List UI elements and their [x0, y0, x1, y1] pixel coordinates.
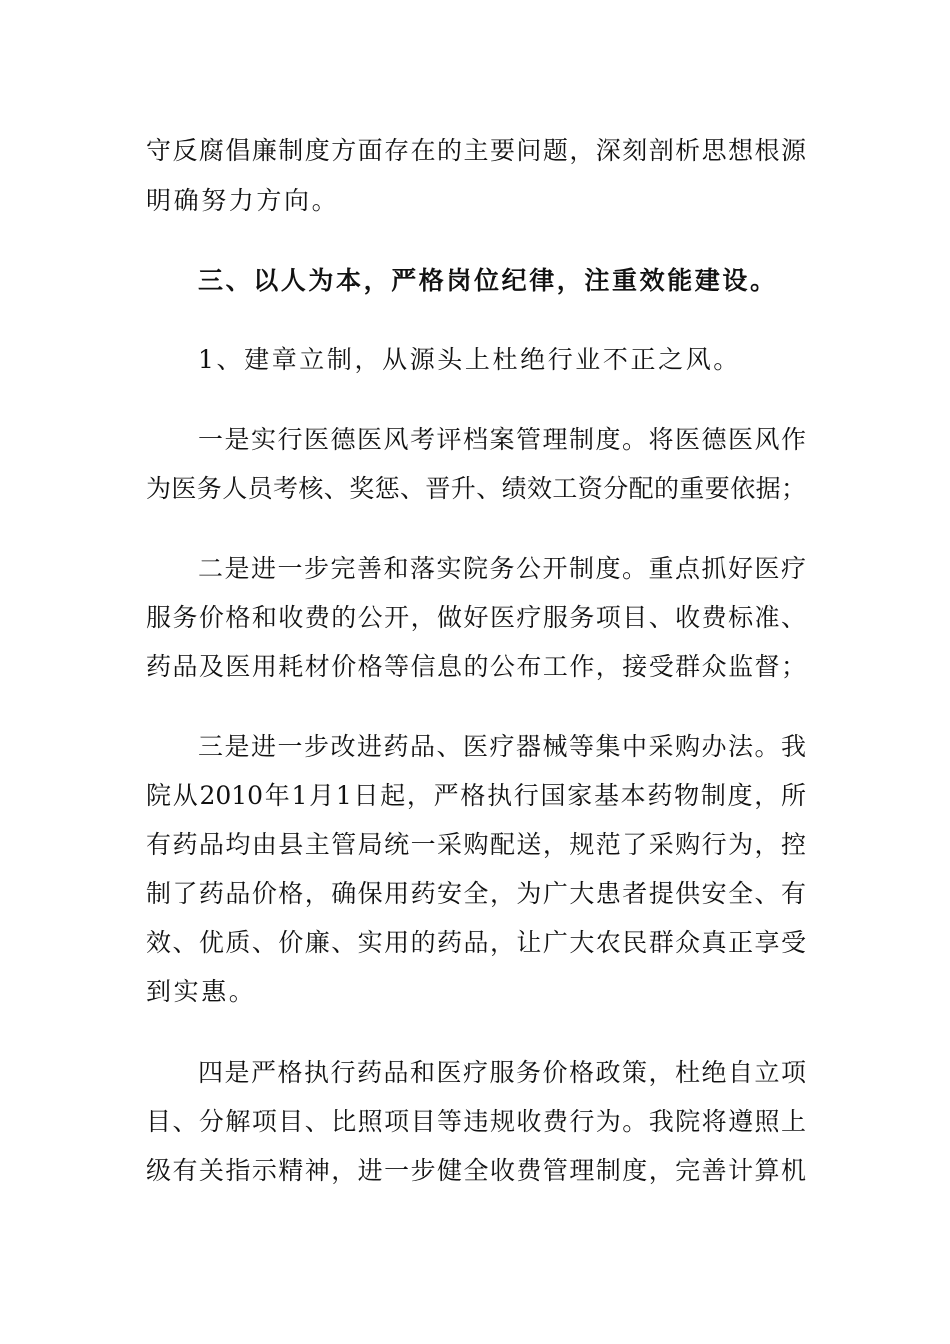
text-line: 为医务人员考核、奖惩、晋升、绩效工资分配的重要依据；: [146, 474, 806, 503]
text-line: 明确努力方向。: [146, 186, 340, 215]
text-line: 药品及医用耗材价格等信息的公布工作，接受群众监督；: [146, 652, 806, 681]
text-line: 级有关指示精神，进一步健全收费管理制度，完善计算机: [146, 1156, 806, 1185]
text-line: 三是进一步改进药品、医疗器械等集中采购办法。我: [198, 732, 806, 761]
section-heading: 三、以人为本，严格岗位纪律，注重效能建设。: [198, 266, 778, 295]
text-line: 有药品均由县主管局统一采购配送，规范了采购行为，控: [146, 830, 806, 859]
text-line: 四是严格执行药品和医疗服务价格政策，杜绝自立项: [198, 1058, 806, 1087]
text-line: 目、分解项目、比照项目等违规收费行为。我院将遵照上: [146, 1107, 806, 1136]
text-line: 制了药品价格，确保用药安全，为广大患者提供安全、有: [146, 879, 806, 908]
text-line: 院从2010年1月1日起，严格执行国家基本药物制度，所: [146, 781, 806, 810]
text-line: 二是进一步完善和落实院务公开制度。重点抓好医疗: [198, 554, 806, 583]
text-line: 效、优质、价廉、实用的药品，让广大农民群众真正享受: [146, 928, 806, 957]
text-line: 守反腐倡廉制度方面存在的主要问题，深刻剖析思想根源: [146, 136, 806, 165]
text-line: 到实惠。: [146, 977, 257, 1006]
subsection-heading: 1、建章立制，从源头上杜绝行业不正之风。: [198, 345, 741, 374]
text-line: 服务价格和收费的公开，做好医疗服务项目、收费标准、: [146, 603, 806, 632]
text-line: 一是实行医德医风考评档案管理制度。将医德医风作: [198, 425, 806, 454]
